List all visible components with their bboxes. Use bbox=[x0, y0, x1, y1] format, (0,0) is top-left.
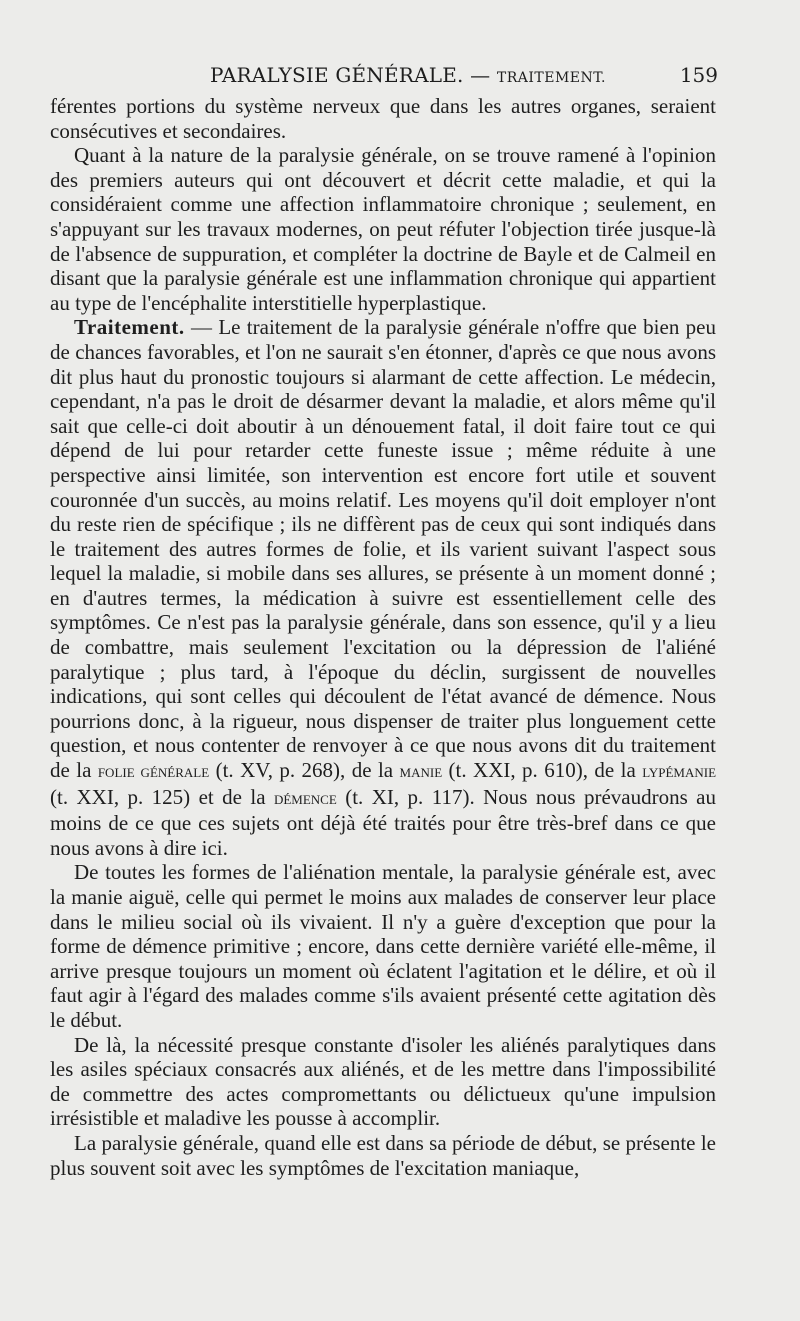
running-title bbox=[210, 60, 606, 93]
paragraph-4: De toutes les formes de l'aliénation mentale, la paralysie générale est, avec la manie aiguë, celle qui permet le moins aux malades de conserver leur place dans le milieu social où ils vivaient. Il n'y a guère d'exception que pour la forme de démence primitive ; encore, dans cette dernière variété elle-même, il arrive presque toujours un moment où éclatent l'agitation et le délire, et où il faut agir à l'égard des malades comme s'ils avaient présenté cette agitation dès le début. bbox=[50, 860, 716, 1032]
paragraph-3 bbox=[50, 315, 716, 860]
paragraph-3-text-e: (t. XI, p. 117). Nous nous prévaudrons au moins de ce que ces sujets ont déjà été traités pour être très-bref dans ce que nous avons à dire ici. bbox=[50, 784, 716, 860]
page-body bbox=[50, 94, 716, 1180]
ref-folie-generale: folie générale bbox=[97, 761, 210, 783]
paragraph-5: De là, la nécessité presque constante d'isoler les aliénés paralytiques dans les asiles spéciaux consacrés aux aliénés, et de les mettre dans l'impossibilité de commettre des actes compromettants ou délictueux qu'une impulsion irrésistible et maladive les pousse à accomplir. bbox=[50, 1032, 716, 1131]
paragraph-3-text-d: (t. XXI, p. 125) et de la bbox=[50, 784, 274, 809]
ref-lypemanie: lypémanie bbox=[642, 761, 717, 783]
paragraph-3-text-a: — Le traitement de la paralysie générale n'offre que bien peu de chances favorables, et l'on ne saurait s'en étonner, d'après ce que nous avons dit plus haut du pronostic toujours si alarmant de cette affection. Le médecin, cependant, n'a pas le droit de désarmer devant la maladie, et alors même qu'il sait que celle-ci doit aboutir à un dénouement fatal, il doit faire tout ce qui dépend de lui pour retarder cette funeste issue ; même réduite à une perspective ainsi limitée, son intervention est encore fort utile et souvent couronnée d'un succès, au moins relatif. Les moyens qu'il doit employer n'ont du reste rien de spécifique ; ils ne diffèrent pas de ceux qui sont indiqués dans le traitement des autres formes de folie, et ils varient suivant l'aspect sous lequel la maladie, si mobile dans ses allures, se présente à un moment donné ; en d'autres termes, la médication à suivre est essentiellement celle des symptômes. Ce n'est pas la paralysie générale, dans son essence, qu'il y a lieu de combattre, mais seulement l'excitation ou la dépression de l'aliéné paralytique ; plus tard, à l'époque du déclin, surgissent de nouvelles indications, qui sont celles qui découlent de l'état avancé de démence. Nous pourrions donc, à la rigueur, nous dispenser de traiter plus longuement cette question, et nous contenter de renvoyer à ce que nous avons dit du traitement de la bbox=[50, 315, 716, 783]
ref-manie: manie bbox=[399, 761, 443, 783]
section-heading-traitement: Traitement. bbox=[74, 315, 185, 340]
running-header bbox=[50, 60, 718, 90]
running-title-sub: TRAITEMENT. bbox=[496, 70, 606, 86]
paragraph-2: Quant à la nature de la paralysie générale, on se trouve ramené à l'opinion des premiers auteurs qui ont découvert et décrit cette maladie, et qui la considéraient comme une affection inflammatoire chronique ; seulement, en s'appuyant sur les travaux modernes, on peut réfuter l'objection tirée jusque-là de l'absence de suppuration, et compléter la doctrine de Bayle et de Calmeil en disant que la paralysie générale est une inflammation chronique qui appartient au type de l'encéphalite interstitielle hyperplastique. bbox=[50, 143, 716, 315]
paragraph-1: férentes portions du système nerveux que dans les autres organes, seraient consécutives et secondaires. bbox=[50, 94, 716, 143]
page-number: 159 bbox=[679, 63, 718, 87]
paragraph-3-text-c: (t. XXI, p. 610), de la bbox=[442, 758, 643, 783]
paragraph-3-text-b: (t. XV, p. 268), de la bbox=[209, 758, 400, 783]
paragraph-6: La paralysie générale, quand elle est dans sa période de début, se présente le plus souvent soit avec les symptômes de l'excitation maniaque, bbox=[50, 1130, 716, 1180]
ref-demence: démence bbox=[273, 787, 337, 809]
running-title-main: PARALYSIE GÉNÉRALE. — bbox=[210, 63, 497, 87]
